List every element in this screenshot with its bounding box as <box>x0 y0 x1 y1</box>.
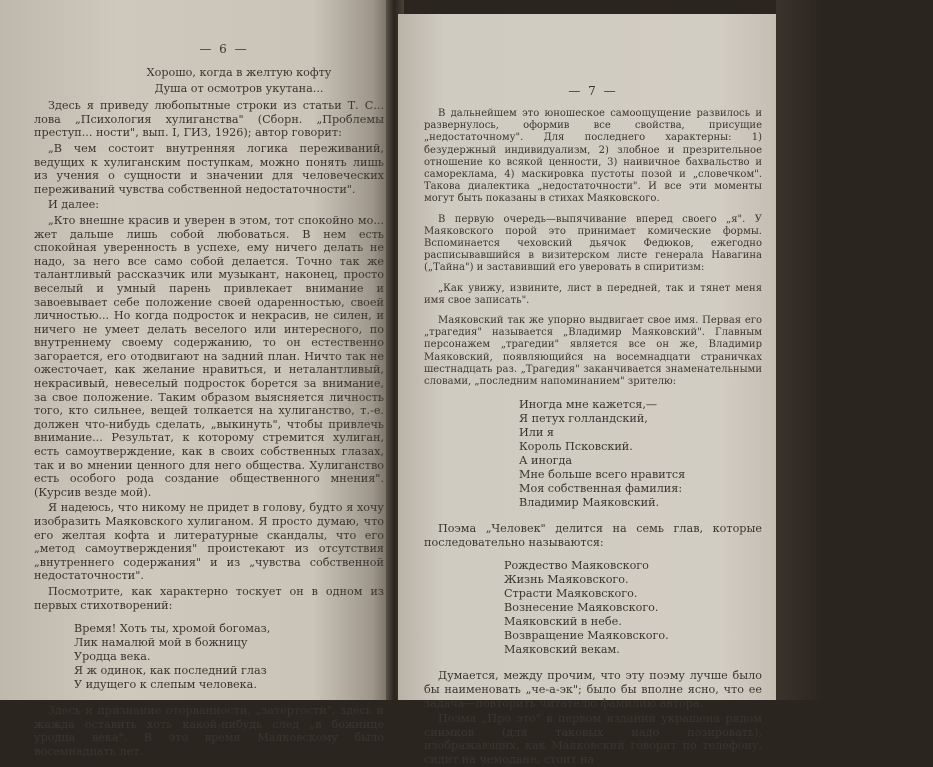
chapter-list <box>424 559 762 657</box>
right-page <box>398 14 776 767</box>
chapter-item: Возвращение Маяковского. <box>504 629 669 643</box>
verse-block <box>34 622 384 692</box>
verse-line: Иногда мне кажется,— <box>519 398 658 412</box>
paragraph: В дальнейшем это юношеское самоощущение развилось и развернулось, оформив все свойства, присущие „недостаточному". Для последнего характерны: 1) безудержный индивидуализм, 2) злобное и презрительное отношение ко всякой ценности, 3) наивичное бахвальство и самореклама, 4) маскировка пустоты позой и „словечком". Такова диалектика „недостаточности". И все эти моменты могут быть показаны в стихах Маяковского. <box>424 108 762 205</box>
paragraph: Поэма „Человек" делится на семь глав, которые последовательно называются: <box>424 522 762 549</box>
verse-line: Уродца века. <box>74 650 151 664</box>
background-edge <box>776 0 933 700</box>
verse-line: Лик намалюй мой в божницу <box>74 636 248 650</box>
paragraph: „В чем состоит внутренняя логика переживаний, ведущих к хулиганским поступкам, можно понять лишь из учения о сущности и значении для человеческих переживаний чувства собственной недостаточности". <box>34 141 384 196</box>
paragraph: В первую очередь—выпячивание вперед своего „я". У Маяковского порой это принимает комические формы. Вспоминается чеховский дьячок Федюков, ежегодно расписывавшийся в визитерском листе генерала Навагина („Тайна") и заставивший его уверовать в спиритизм: <box>424 213 762 274</box>
page-number-left: — 6 — <box>199 42 249 56</box>
verse-line: Я ж одинок, как последний глаз <box>74 664 267 678</box>
verse-line: Моя собственная фамилия: <box>519 482 683 496</box>
chapter-item: Страсти Маяковского. <box>504 587 638 601</box>
paragraph: Здесь и признание оторванности, „затертости", здесь и жажда оставить хоть какой-нибудь след „в божнице уродца века". В это время Маяковскому было восемнадцать лет. <box>34 704 384 758</box>
verse-line: Время! Хоть ты, хромой богомаз, <box>74 622 271 636</box>
verse-line: Или я <box>519 426 554 440</box>
verse-line: У идущего к слепым человека. <box>74 678 257 692</box>
paragraph: Здесь я приведу любопытные строки из статьи Т. С... лова „Психология хулиганства" (Сборн. „Проблемы преступ... ности", вып. I, ГИЗ, 1926); автор говорит: <box>34 99 384 140</box>
chapter-item: Маяковский векам. <box>504 643 620 657</box>
paragraph: „Кто внешне красив и уверен в этом, тот спокойно мо... жет дальше лишь собой любоваться. В нем есть спокойная уверенность в успехе, ему ничего делать не надо, за него все само собой делается. Точно так же талантливый рассказчик или музыкант, наконец, просто веселый и умный парень привлекает внимание и завоевывает себе положение своей одаренностью, своей личностью... Но когда подросток и некрасив, не силен, и ничего не умеет делать веселого или интересного, по внутреннему своему содержанию, то он естественно загорается, его отодвигают на задний план. Ничто так не ожесточает, как желание нравиться, и неталантливый, некрасивый, невеселый подросток борется за внимание, за свое положение. Таким образом выясняется личность того, кто сильнее, вещей толкается на хулиганство, т.-е. должен что-нибудь сделать, „выкинуть", чтобы привлечь внимание... Результат, к которому стремится хулиган, есть самоутверждение, как в своих собственных глазах, так и во мнении ценного для него общества. Хулиганство есть особого рода создание общественного мнения". (Курсив везде мой). <box>34 213 384 499</box>
paragraph: Поэма „Про это" в первом издании украшена рядом снимков (для таковых надо позировать), изображающих, как Маяковский говорит по телефону, сидит на чемодане, стоит на <box>424 712 762 767</box>
chapter-item: Рождество Маяковского <box>504 559 649 573</box>
paragraph: Посмотрите, как характерно тоскует он в одном из первых стихотворений: <box>34 584 384 612</box>
paragraph: И далее: <box>48 198 99 212</box>
epigraph <box>34 66 384 95</box>
page-number-right: — 7 — <box>568 84 618 98</box>
epigraph-line: Душа от осмотров укутана... <box>154 81 324 95</box>
paragraph: Маяковский так же упорно выдвигает свое имя. Первая его „трагедия" называется „Владимир Маяковский". Главным персонажем „трагедии" является все он же, Владимир Маяковский, появляющийся на восемнадцати страничках шестнадцать раз. „Трагедия" заканчивается знаменательными словами, „последним напоминанием" зрителю: <box>424 315 762 388</box>
verse-line: А иногда <box>519 454 573 468</box>
verse-line: Король Псковский. <box>519 440 633 454</box>
right-text-small <box>424 108 762 388</box>
verse-line: Мне больше всего нравится <box>519 468 686 482</box>
chapter-item: Маяковский в небе. <box>504 615 622 629</box>
verse-block <box>424 398 762 510</box>
verse-line: Я петух голландский, <box>519 412 648 426</box>
paragraph: „Как увижу, извините, лист в передней, так и тянет меня имя свое записать". <box>424 282 762 306</box>
chapter-item: Жизнь Маяковского. <box>504 573 629 587</box>
verse-line: Владимир Маяковский. <box>519 496 660 510</box>
chapter-item: Вознесение Маяковского. <box>504 601 659 615</box>
left-page <box>0 0 392 758</box>
paragraph: Я надеюсь, что никому не придет в голову, будто я хочу изобразить Маяковского хулиганом. Я просто думаю, что его желтая кофта и литературные скандалы, что его „метод самоутверждения" проистекают из отсутствия „внутреннего содержания" и из „чувства собственной недостаточности". <box>34 501 384 583</box>
epigraph-line: Хорошо, когда в желтую кофту <box>146 66 332 79</box>
paragraph: Думается, между прочим, что эту поэму лучше было бы наименовать „че-а-эк"; было бы вполне ясно, что ее задача—повторить читателю фамилию автора. <box>424 669 762 710</box>
